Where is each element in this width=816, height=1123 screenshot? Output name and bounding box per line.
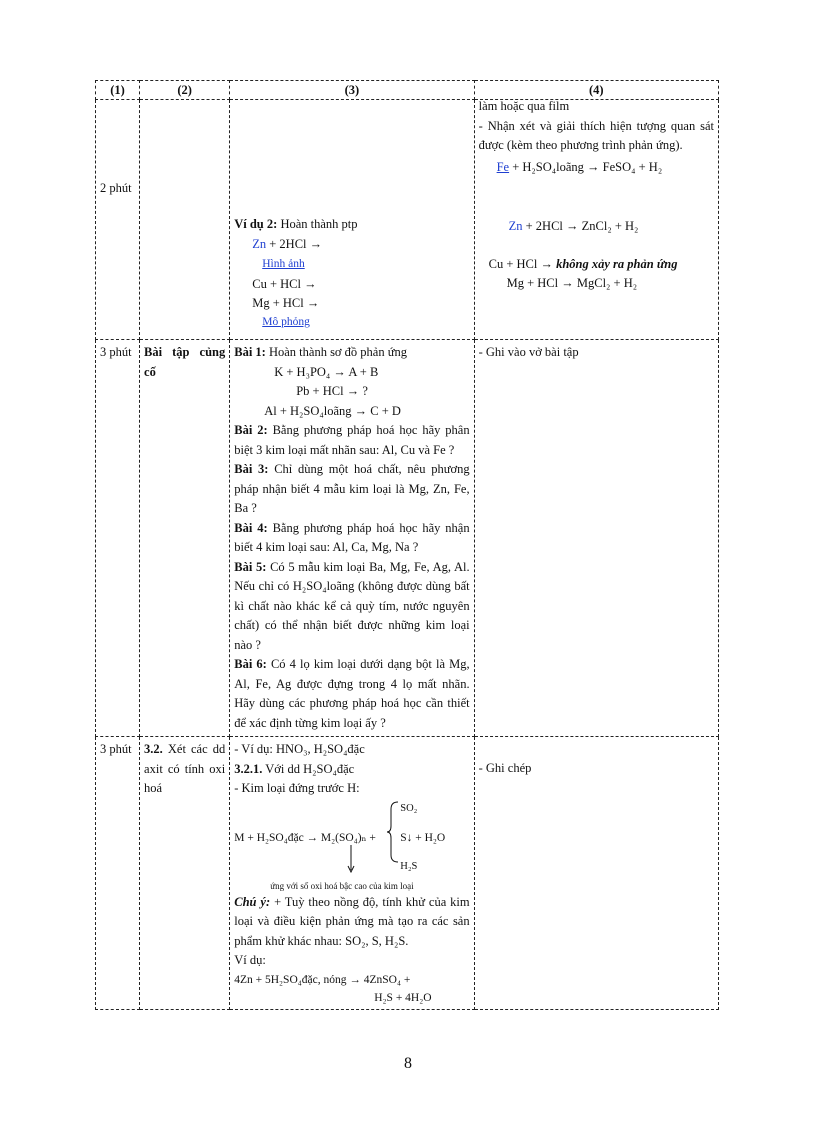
exercise-3-text: Chỉ dùng một hoá chất, nêu phương pháp nhận biết 4 mẫu kim loại là Mg, Zn, Fe, Ba ?	[234, 462, 470, 515]
image-link[interactable]: Hình ảnh	[262, 258, 305, 270]
section-cell	[140, 100, 230, 340]
activity-cell	[474, 100, 718, 340]
exercise-1-label: Bài 1:	[234, 345, 266, 359]
activity-cell	[474, 737, 718, 1010]
header-col-2: (2)	[140, 81, 230, 100]
section-number: 3.2.	[144, 742, 163, 756]
time-cell: 3 phút	[96, 340, 140, 737]
observation-text: - Nhận xét và giải thích hiện tượng quan sát được (kèm theo phương trình phản ứng).	[478, 118, 714, 152]
scheme-so2: SO₂	[400, 802, 418, 814]
metal-rule: - Kim loại đứng trước H:	[234, 781, 360, 795]
brace-icon	[386, 801, 400, 863]
zn-equation: + 2HCl →	[269, 236, 323, 251]
example-label: Ví dụ 2:	[234, 217, 278, 231]
content-cell	[230, 100, 474, 340]
exercise-3-label: Bài 3:	[234, 462, 269, 476]
time-cell: 3 phút	[96, 737, 140, 1010]
ans-mg-equation: Mg + HCl → MgCl₂ + H₂	[506, 276, 638, 290]
time-cell	[96, 100, 140, 340]
reaction-scheme	[234, 799, 469, 879]
header-col-4: (4)	[474, 81, 718, 100]
exercise-1-eq3: Al + H₂SO₄loãng → C + D	[264, 403, 401, 418]
note-text: + Tuỳ theo nồng độ, tính khử của kim loại và điều kiện phản ứng mà tạo ra các sản phẩm khử khác nhau: SO₂, S, H₂S.	[234, 894, 470, 948]
section-title: Xét các dd axit có tính oxi hoá	[144, 742, 226, 795]
scheme-left: M + H₂SO₄đặc → M₂(SO₄)ₙ +	[234, 831, 376, 844]
ans-zn-equation: + 2HCl → ZnCl₂ + H₂	[525, 219, 639, 233]
arrow-down-icon	[346, 845, 356, 873]
section-title: Bài tập củng cố	[140, 340, 230, 737]
exercise-2-label: Bài 2:	[234, 423, 268, 437]
exercise-1-text: Hoàn thành sơ đồ phản ứng	[268, 345, 407, 359]
activity-text: - Ghi vào vở bài tập	[474, 340, 718, 737]
table-row	[96, 737, 719, 1010]
lesson-plan-table	[95, 80, 719, 1010]
intro-text: làm hoặc qua film	[478, 99, 570, 113]
example-text: Hoàn thành ptp	[280, 217, 358, 231]
section-cell	[140, 737, 230, 1010]
exercise-6-label: Bài 6:	[234, 657, 267, 671]
cu-equation: Cu + HCl →	[252, 276, 317, 291]
exercise-5-text: Có 5 mẫu kim loại Ba, Mg, Fe, Ag, Al. Nếu chỉ có H₂SO₄loãng (không được dùng bất kì chất nào khác kể cả quỳ tím, nước nguyên chất) có thể nhận biết được những kim loại nào ?	[234, 559, 470, 652]
zn-symbol: Zn	[252, 236, 267, 251]
table-row	[96, 340, 719, 737]
ans-cu-equation: Cu + HCl →	[488, 256, 553, 271]
exercise-1-eq1: K + H₃PO₄ → A + B	[274, 364, 379, 379]
subsection-number: 3.2.1.	[234, 761, 263, 776]
scheme-note: ứng với số oxi hoá bậc cao của kim loại	[270, 880, 414, 891]
scheme-h2s: H₂S	[400, 860, 418, 872]
example-equation-2: H₂S + 4H₂O	[374, 992, 432, 1004]
exercise-5-label: Bài 5:	[234, 559, 267, 574]
fe-symbol: Fe	[496, 159, 510, 174]
exercise-2-text: Bằng phương pháp hoá học hãy phân biệt 3 kim loại mất nhãn sau: Al, Cu và Fe ?	[234, 423, 470, 457]
subsection-title: Với dd H₂SO₄đặc	[265, 761, 355, 776]
mg-equation: Mg + HCl →	[252, 296, 320, 310]
example-text: - Ví dụ: HNO₃, H₂SO₄đặc	[234, 742, 365, 756]
example-equation: 4Zn + 5H₂SO₄đặc, nóng → 4ZnSO₄ +	[234, 973, 411, 986]
exercise-1-eq2: Pb + HCl → ?	[296, 384, 368, 398]
fe-equation: + H₂SO₄loãng → FeSO₄ + H₂	[512, 159, 663, 174]
activity-text: - Ghi chép	[478, 761, 532, 775]
ans-zn-symbol: Zn	[508, 219, 523, 233]
scheme-s: S↓ + H₂O	[400, 831, 446, 844]
exercise-4-text: Bằng phương pháp hoá học hãy nhận biết 4 kim loại sau: Al, Ca, Mg, Na ?	[234, 520, 470, 554]
simulation-link[interactable]: Mô phỏng	[262, 315, 310, 328]
exercise-6-text: Có 4 lọ kim loại dưới dạng bột là Mg, Al, Fe, Ag được đựng trong 4 lọ mất nhãn. Hãy dùng các phương pháp hoá học cần thiết để xác định từng kim loại ấy ?	[234, 657, 470, 730]
header-col-3: (3)	[230, 81, 474, 100]
content-cell	[230, 737, 474, 1010]
exercise-cell	[230, 340, 474, 737]
time-text: 2 phút	[100, 181, 132, 195]
table-row	[96, 100, 719, 340]
note-label: Chú ý:	[234, 894, 271, 909]
no-reaction-note: không xảy ra phản ứng	[556, 256, 678, 271]
header-col-1: (1)	[96, 81, 140, 100]
page-number: 8	[404, 1055, 412, 1072]
exercise-4-label: Bài 4:	[234, 520, 268, 535]
example-label: Ví dụ:	[234, 953, 266, 967]
